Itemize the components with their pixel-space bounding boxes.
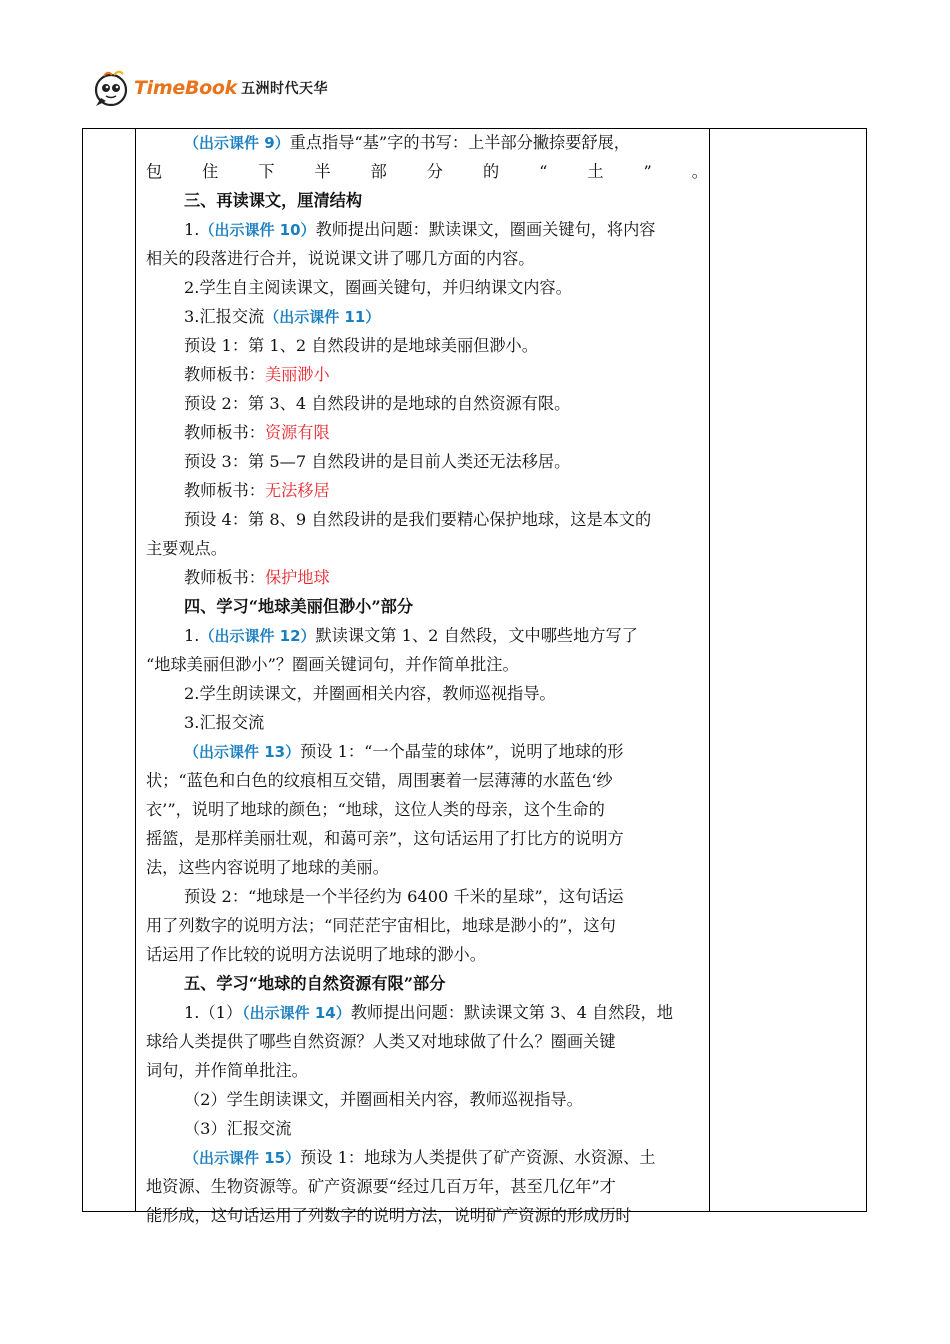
text-line — [146, 1172, 616, 1201]
board-writing: 资源有限 — [264, 423, 330, 442]
text-line — [146, 244, 535, 273]
courseware-ref: （出示课件 12） — [199, 627, 316, 645]
text-run: 教师提出问题：默读课文第 3、4 自然段，地 — [350, 1003, 673, 1022]
text-line — [146, 940, 486, 969]
text-line — [146, 795, 605, 824]
courseware-ref: （出示课件 9） — [184, 134, 290, 152]
text-run: 3.汇报交流 — [184, 713, 265, 732]
text-run: “地球美丽但渺小”？圈画关键词句，并作简单批注。 — [146, 655, 519, 674]
page-header — [92, 66, 328, 110]
text-run: 四、学习“地球美丽但渺小”部分 — [184, 597, 414, 616]
text-run: 预设 1：地球为人类提供了矿产资源、水资源、土 — [300, 1148, 656, 1167]
text-line — [146, 853, 389, 882]
text-line — [146, 1027, 615, 1056]
section-heading — [146, 186, 362, 215]
text-run: 五、学习“地球的自然资源有限”部分 — [184, 974, 446, 993]
table-column-divider — [709, 129, 710, 1211]
brand-name: TimeBook — [134, 77, 237, 99]
text-run: 预设 1：“一个晶莹的球体”，说明了地球的形 — [300, 742, 624, 761]
text-run: 1. — [184, 626, 200, 645]
timebook-logo-icon — [92, 68, 132, 108]
text-line — [146, 998, 673, 1027]
text-run: 3.汇报交流 — [184, 307, 265, 326]
text-line — [146, 708, 264, 737]
text-line — [146, 882, 624, 911]
courseware-ref: （出示课件 13） — [184, 743, 301, 761]
courseware-ref: （出示课件 14） — [242, 1004, 351, 1022]
text-line — [146, 1201, 632, 1230]
text-run: 三、再读课文，厘清结构 — [184, 191, 363, 210]
text-run: 法，这些内容说明了地球的美丽。 — [146, 858, 389, 877]
text-run: （3）汇报交流 — [184, 1119, 292, 1138]
text-line — [146, 331, 538, 360]
text-line — [146, 418, 330, 447]
section-heading — [146, 969, 445, 998]
text-run: 教师板书： — [184, 481, 265, 500]
text-run: 词句，并作简单批注。 — [146, 1061, 308, 1080]
courseware-ref: （出示课件 10） — [199, 221, 316, 239]
text-run: 预设 2：第 3、4 自然段讲的是地球的自然资源有限。 — [184, 394, 571, 413]
text-line — [146, 766, 613, 795]
text-line — [146, 447, 570, 476]
text-run: 教师板书： — [184, 568, 265, 587]
text-line — [146, 273, 572, 302]
board-writing: 无法移居 — [264, 481, 330, 500]
text-run: 预设 2：“地球是一个半径约为 6400 千米的星球”，这句话运 — [184, 887, 624, 906]
text-line — [146, 621, 638, 650]
text-run: 教师板书： — [184, 423, 265, 442]
text-run: 2.学生朗读课文，并圈画相关内容，教师巡视指导。 — [184, 684, 556, 703]
board-writing: 美丽渺小 — [264, 365, 330, 384]
text-line — [146, 1114, 291, 1143]
text-line — [146, 302, 380, 331]
text-line — [146, 1143, 656, 1172]
text-run: 教师板书： — [184, 365, 265, 384]
text-run: 摇篮，是那样美丽壮观，和蔼可亲”，这句话运用了打比方的说明方 — [146, 829, 624, 848]
text-run: 教师提出问题：默读课文，圈画关键句，将内容 — [315, 220, 656, 239]
text-line — [146, 650, 519, 679]
text-run: 地资源、生物资源等。矿产资源要“经过几百万年，甚至几亿年”才 — [146, 1177, 616, 1196]
text-line — [146, 505, 651, 534]
text-run: 相关的段落进行合并，说说课文讲了哪几方面的内容。 — [146, 249, 535, 268]
text-line — [146, 389, 570, 418]
text-line — [146, 737, 623, 766]
text-line — [146, 360, 330, 389]
courseware-ref: （出示课件 15） — [184, 1149, 301, 1167]
text-line — [146, 824, 624, 853]
board-writing: 保护地球 — [264, 568, 330, 587]
text-run: 1.（1） — [184, 1003, 243, 1022]
text-line — [146, 1085, 583, 1114]
text-run: 衣’”，说明了地球的颜色；“地球，这位人类的母亲，这个生命的 — [146, 800, 605, 819]
text-run: 默读课文第 1、2 自然段，文中哪些地方写了 — [315, 626, 638, 645]
text-run: （2）学生朗读课文，并圈画相关内容，教师巡视指导。 — [184, 1090, 583, 1109]
text-line — [146, 157, 708, 186]
table-column-divider — [135, 129, 136, 1211]
text-line — [146, 679, 556, 708]
brand-name-cn: 五洲时代天华 — [240, 81, 328, 97]
text-line — [146, 476, 330, 505]
text-line — [146, 1056, 308, 1085]
text-run: 预设 1：第 1、2 自然段讲的是地球美丽但渺小。 — [184, 336, 538, 355]
text-line — [146, 911, 616, 940]
text-line — [146, 534, 227, 563]
text-run: 用了列数字的说明方法；“同茫茫宇宙相比，地球是渺小的”，这句 — [146, 916, 616, 935]
section-heading — [146, 592, 413, 621]
text-run: 话运用了作比较的说明方法说明了地球的渺小。 — [146, 945, 486, 964]
courseware-ref: （出示课件 11） — [264, 308, 381, 326]
text-line — [146, 563, 330, 592]
text-line — [146, 128, 630, 157]
text-run: 2.学生自主阅读课文，圈画关键句，并归纳课文内容。 — [184, 278, 572, 297]
text-run: 主要观点。 — [146, 539, 227, 558]
text-line — [146, 215, 656, 244]
text-run: 预设 3：第 5—7 自然段讲的是目前人类还无法移居。 — [184, 452, 571, 471]
text-run: 状；“蓝色和白色的纹痕相互交错，周围裹着一层薄薄的水蓝色‘纱 — [146, 771, 613, 790]
text-run: 包住下半部分的“土”。 — [146, 162, 708, 181]
text-run: 1. — [184, 220, 200, 239]
text-run: 能形成，这句话运用了列数字的说明方法，说明矿产资源的形成历时 — [146, 1206, 632, 1225]
text-run: 预设 4：第 8、9 自然段讲的是我们要精心保护地球，这是本文的 — [184, 510, 652, 529]
text-run: 球给人类提供了哪些自然资源？人类又对地球做了什么？圈画关键 — [146, 1032, 616, 1051]
text-run: 重点指导“基”字的书写：上半部分撇捺要舒展， — [289, 133, 630, 152]
